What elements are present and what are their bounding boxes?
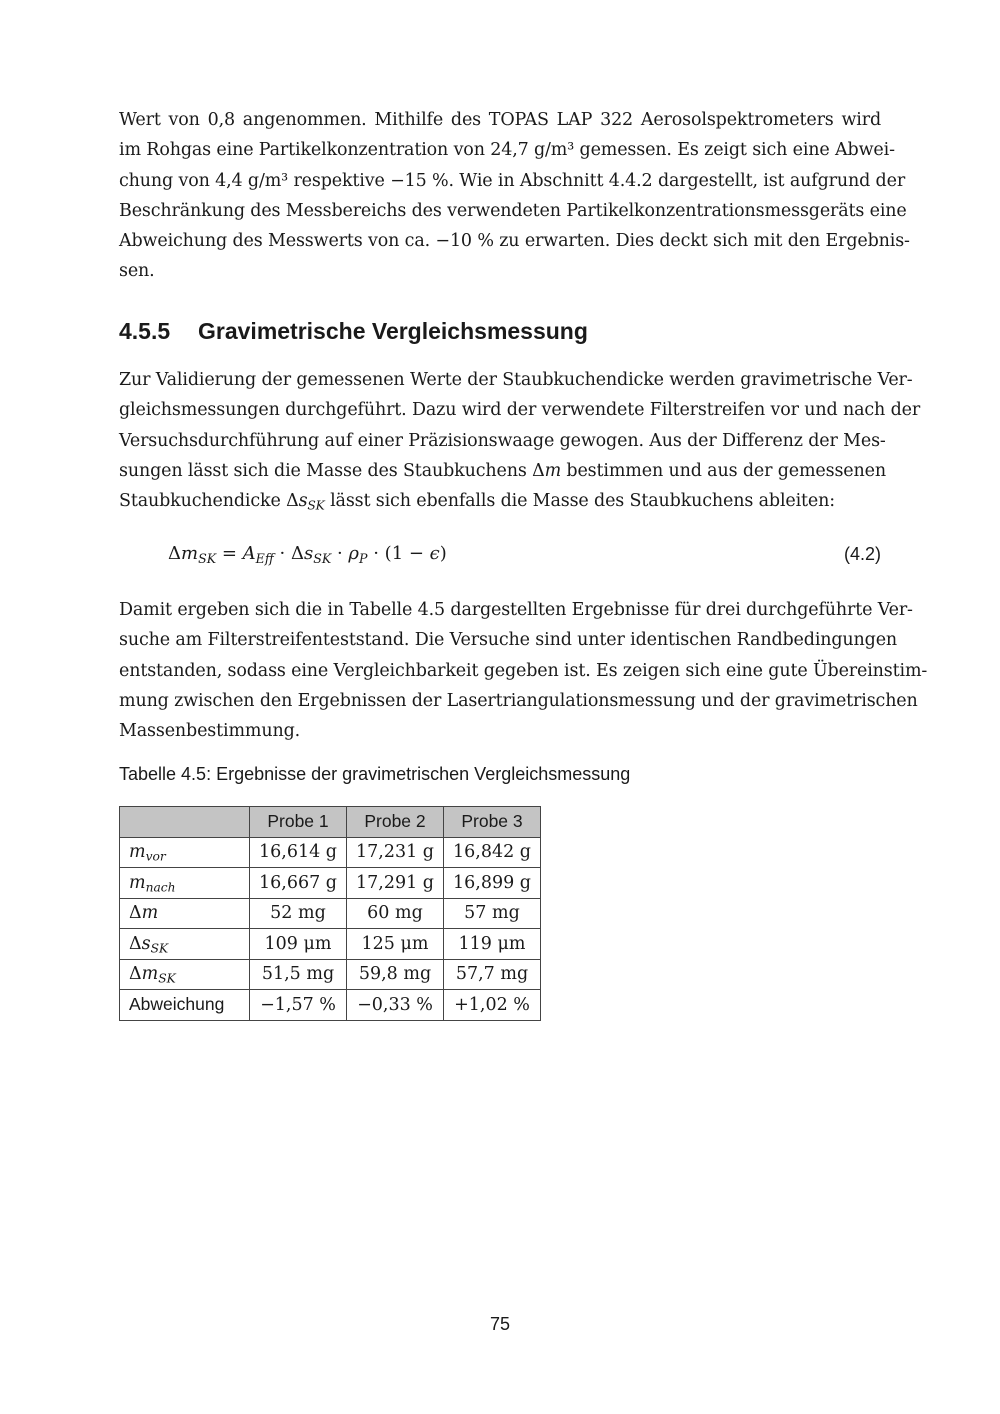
table-header-cell: Probe 2 [347, 807, 444, 838]
row-label-m-nach: $m_{nach}$ [120, 868, 250, 899]
text-line: Massenbestimmung. [119, 721, 301, 742]
text-line: Versuchsdurchführung auf einer Präzisionswaage gewogen. Aus der Differenz der Mes- [119, 430, 886, 451]
table-row [120, 959, 541, 990]
paragraph-intro [119, 105, 910, 287]
text-line: Abweichung des Messwerts von ca. −10 % zu erwarten. Dies deckt sich mit den Ergebnis- [119, 231, 910, 252]
text-segment: sungen lässt sich die Masse des Staubkuchens [119, 460, 533, 481]
table-cell: 16,842 g [444, 837, 541, 868]
text-segment: lässt sich ebenfalls die Masse des Staubkuchens ableiten: [324, 491, 836, 512]
section-heading [119, 318, 588, 345]
text-line: suche am Filterstreifenteststand. Die Versuche sind unter identischen Randbedingungen [119, 630, 898, 651]
table-cell: 57,7 mg [444, 959, 541, 990]
table-cell: 16,899 g [444, 868, 541, 899]
text-line: mung zwischen den Ergebnissen der Lasertriangulationsmessung und der gravimetrischen [119, 690, 918, 711]
table-header-row [120, 807, 541, 838]
row-label-delta-m-sk: $\Delta m_{SK}$ [120, 959, 250, 990]
paragraph-results [119, 595, 928, 746]
table-header-cell: Probe 1 [250, 807, 347, 838]
text-line: Zur Validierung der gemessenen Werte der Staubkuchendicke werden gravimetrische Ver- [119, 370, 913, 390]
math-delta-s-sk: $\Delta s_{SK}$ [286, 491, 325, 513]
table-cell: 17,231 g [347, 837, 444, 868]
table-row [120, 868, 541, 899]
text-line: Beschränkung des Messbereichs des verwendeten Partikelkonzentrationsmessgeräts eine [119, 200, 907, 221]
text-line: Wert von 0,8 angenommen. Mithilfe des TOPAS LAP 322 Aerosolspektrometers wird [119, 110, 881, 130]
table-cell: 16,667 g [250, 868, 347, 899]
text-line: Damit ergeben sich die in Tabelle 4.5 dargestellten Ergebnisse für drei durchgeführte Ver- [119, 600, 913, 620]
table-cell: 119 μm [444, 929, 541, 960]
text-line [119, 486, 881, 516]
table-row [120, 837, 541, 868]
table-row [120, 898, 541, 929]
table-cell: −1,57 % [250, 990, 347, 1021]
equation-number: (4.2) [843, 544, 881, 564]
page-number: 75 [489, 1314, 511, 1334]
table-cell: 52 mg [250, 898, 347, 929]
row-label-delta-s-sk: $\Delta s_{SK}$ [120, 929, 250, 960]
table-cell: 125 μm [347, 929, 444, 960]
text-line: sen. [119, 261, 155, 282]
text-line [119, 456, 886, 486]
table-cell: 51,5 mg [250, 959, 347, 990]
table-header-empty [120, 807, 250, 838]
section-number: 4.5.5 [119, 318, 171, 344]
table-row [120, 990, 541, 1021]
table-row [120, 929, 541, 960]
text-line: chung von 4,4 g/m³ respektive −15 %. Wie in Abschnitt 4.4.2 dargestellt, ist aufgrund der [119, 170, 906, 191]
table-cell: 17,291 g [347, 868, 444, 899]
paragraph-method [119, 365, 921, 516]
math-delta-m: Δm [532, 460, 562, 481]
table-cell: 60 mg [347, 898, 444, 929]
table-caption: Tabelle 4.5: Ergebnisse der gravimetrischen Vergleichsmessung [119, 764, 631, 784]
text-line: entstanden, sodass eine Vergleichbarkeit gegeben ist. Es zeigen sich eine gute Übereinstim- [119, 660, 928, 681]
text-line: im Rohgas eine Partikelkonzentration von 24,7 g/m³ gemessen. Es zeigt sich eine Abwei- [119, 140, 895, 161]
section-title: Gravimetrische Vergleichsmessung [198, 318, 588, 344]
table-cell: 16,614 g [250, 837, 347, 868]
table-cell: −0,33 % [347, 990, 444, 1021]
table-header-cell: Probe 3 [444, 807, 541, 838]
text-line: gleichsmessungen durchgeführt. Dazu wird der verwendete Filterstreifen vor und nach der [119, 400, 921, 421]
text-segment: Staubkuchendicke [119, 491, 287, 512]
row-label-m-vor: $m_{vor}$ [120, 837, 250, 868]
results-table [119, 806, 541, 1021]
table-cell: 59,8 mg [347, 959, 444, 990]
equation-4-2 [168, 538, 881, 570]
row-label-abweichung: Abweichung [120, 990, 250, 1021]
table-cell: 57 mg [444, 898, 541, 929]
equation-formula: $\Delta m_{SK} = A_{Eff} \cdot \Delta s_{SK} \cdot \rho_P \cdot (1 - \epsilon)$ [168, 543, 447, 566]
row-label-delta-m: Δm [120, 898, 250, 929]
table-cell: +1,02 % [444, 990, 541, 1021]
table-cell: 109 μm [250, 929, 347, 960]
text-segment: bestimmen und aus der gemessenen [561, 460, 886, 481]
